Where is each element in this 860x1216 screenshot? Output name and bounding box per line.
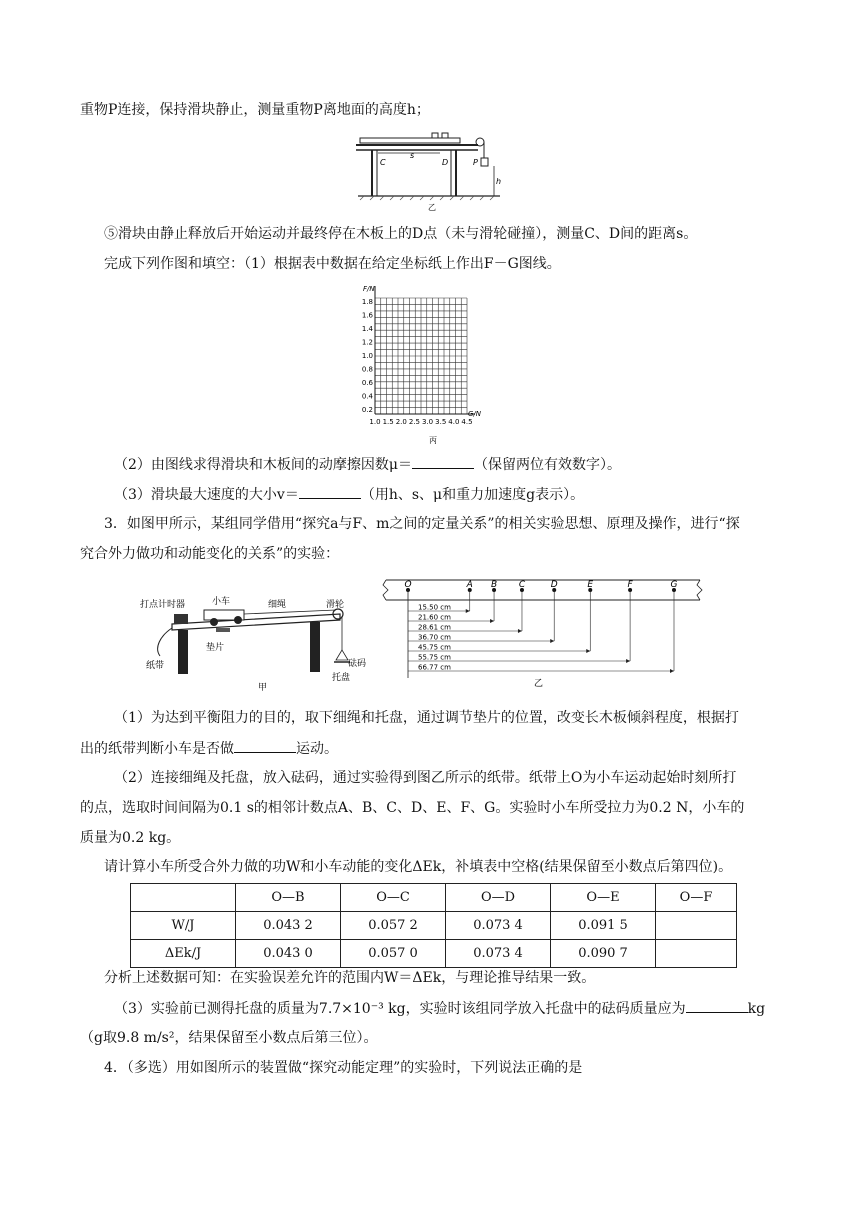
label-p: P [473, 158, 478, 167]
grid-xtick-label: 3.0 [422, 418, 434, 426]
tape-distance-label: 66.77 cm [418, 663, 451, 672]
grid-xtick-label: 2.0 [395, 418, 407, 426]
text-line-1: 重物P连接，保持滑块静止，测量重物P离地面的高度h； [80, 102, 430, 118]
grid-ytick-label: 1.2 [361, 338, 373, 347]
question-2-line [114, 454, 621, 475]
grid-xlabel: G/N [468, 410, 482, 418]
apparatus-figure-jia [140, 592, 380, 692]
q2-prefix: （2）由图线求得滑块和木板间的动摩擦因数μ＝ [114, 457, 413, 473]
table-header-row [131, 884, 737, 912]
figure-caption-yi: 乙 [428, 203, 436, 212]
answer-blank-v[interactable] [299, 484, 361, 499]
step-1-line-1: （1）为达到平衡阻力的目的，取下细绳和托盘，通过调节垫片的位置，改变长木板倾斜程度，根据打 [114, 710, 739, 726]
step-2-line-4: 请计算小车所受合外力做的功W和小车动能的变化ΔEk，补填表中空格(结果保留至小数点后第四位)。 [104, 859, 733, 875]
table-header-cell: O—B [236, 884, 341, 912]
tape-dim-arrow [490, 619, 494, 623]
table-header-cell: O—C [341, 884, 446, 912]
tape-distance-label: 21.60 cm [418, 613, 451, 622]
table-row [131, 912, 737, 940]
grid-ytick-label: 0.6 [361, 379, 373, 387]
problem-3-line-2: 究合外力做功和动能变化的关系”的实验： [80, 546, 340, 562]
grid-ytick-label: 1.0 [361, 352, 373, 360]
grid-ylabel: F/N [363, 285, 375, 293]
grid-xtick-label: 1.0 [369, 418, 381, 426]
tape-figure [382, 574, 706, 690]
tape-distance-label: 55.75 cm [418, 653, 451, 662]
tape-point-label: B [490, 580, 498, 590]
grid-xtick-label: 2.5 [408, 418, 420, 426]
table-header-cell: O—E [551, 884, 656, 912]
grid-ytick-label: 0.2 [361, 406, 373, 414]
table-row [131, 940, 737, 968]
label-pulley: 滑轮 [326, 600, 345, 610]
grid-ytick-label: 1.4 [361, 325, 373, 333]
table-header-cell [131, 884, 236, 912]
text-line-2: ⑤滑块由静止释放后开始运动并最终停在木板上的D点（未与滑轮碰撞），测量C、D间的距离s。 [104, 226, 698, 242]
table-cell: 0.057 2 [341, 912, 446, 940]
s3-suffix: kg [747, 1001, 766, 1017]
tape-point-label: O [404, 580, 412, 590]
grid-ytick-label: 0.4 [361, 392, 373, 401]
step-2-line-2: 的点，选取时间间隔为0.1 s的相邻计数点A、B、C、D、E、F、G。实验时小车所受拉力为0.2 N，小车的 [80, 800, 745, 816]
label-d: D [442, 158, 449, 167]
step-3-line-1 [114, 998, 765, 1019]
tape-dim-arrow [550, 639, 554, 643]
question-3-line [114, 484, 584, 505]
label-timer: 打点计时器 [140, 600, 186, 610]
table-cell: 0.091 5 [551, 912, 656, 940]
s1-suffix: 运动。 [296, 741, 338, 757]
q3-suffix: （用h、s、μ和重力加速度g表示）。 [360, 487, 585, 503]
label-h: h [496, 177, 502, 186]
tape-point-label: C [518, 580, 526, 590]
tape-distance-label: 45.75 cm [418, 643, 451, 652]
label-rope: 细绳 [268, 600, 287, 610]
grid-chart [345, 282, 495, 446]
tape-caption: 乙 [534, 679, 544, 689]
tape-distance-label: 36.70 cm [418, 633, 451, 642]
table-header-cell: O—D [446, 884, 551, 912]
label-s: s [410, 151, 415, 160]
problem-4-line: 4．（多选）用如图所示的装置做“探究动能定理”的实验时，下列说法正确的是 [104, 1060, 583, 1076]
grid-xtick-label: 3.5 [435, 418, 447, 426]
tape-distance-label: 15.50 cm [418, 603, 451, 612]
step-2-line-1: （2）连接细绳及托盘，放入砝码，通过实验得到图乙所示的纸带。纸带上O为小车运动起始时刻所打 [114, 770, 737, 786]
label-cart: 小车 [212, 597, 231, 607]
grid-xtick-label: 1.5 [382, 418, 394, 426]
tape-dim-arrow [518, 629, 522, 633]
label-pad: 垫片 [206, 643, 225, 653]
grid-xtick-label: 4.0 [448, 418, 460, 426]
tape-dim-arrow [466, 609, 470, 613]
step-2-line-3: 质量为0.2 kg。 [80, 830, 181, 846]
tape-dim-arrow [626, 659, 630, 663]
table-cell: 0.090 7 [551, 940, 656, 968]
label-tape: 纸带 [146, 661, 165, 671]
s1-prefix: 出的纸带判断小车是否做 [80, 741, 234, 757]
tape-dim-arrow [586, 649, 590, 653]
tape-dim-arrow [670, 669, 674, 673]
answer-blank-motion[interactable] [234, 738, 296, 753]
tape-point-label: F [627, 580, 633, 590]
table-row-label: W/J [131, 912, 236, 940]
apparatus-figure-yi [350, 128, 510, 212]
tape-point-label: G [670, 580, 678, 590]
tape-point-label: E [587, 580, 594, 590]
q3-prefix: （3）滑块最大速度的大小v＝ [114, 487, 299, 503]
table-cell-blank[interactable] [656, 912, 737, 940]
answer-blank-mass[interactable] [686, 998, 748, 1013]
step-3-line-2: （g取9.8 m/s²，结果保留至小数点后第三位）。 [80, 1030, 378, 1046]
table-row-label: ΔEk/J [131, 940, 236, 968]
label-weights: 砝码 [348, 659, 367, 669]
step-1-line-2 [80, 738, 338, 759]
table-cell: 0.043 0 [236, 940, 341, 968]
answer-blank-mu[interactable] [412, 454, 474, 469]
tape-distance-label: 28.61 cm [418, 623, 451, 632]
figure-caption-jia: 甲 [258, 683, 268, 692]
table-cell: 0.043 2 [236, 912, 341, 940]
label-c: C [380, 158, 386, 167]
work-energy-table [130, 883, 737, 968]
grid-ytick-label: 1.6 [361, 311, 373, 320]
s3-prefix: （3）实验前已测得托盘的质量为7.7×10⁻³ kg，实验时该组同学放入托盘中的砝码质量应为 [114, 1001, 686, 1017]
table-cell-blank[interactable] [656, 940, 737, 968]
grid-caption: 丙 [429, 436, 437, 445]
q2-suffix: （保留两位有效数字）。 [474, 457, 622, 473]
tape-point-label: A [466, 580, 473, 590]
analysis-line: 分析上述数据可知：在实验误差允许的范围内W＝ΔEk，与理论推导结果一致。 [104, 970, 596, 986]
grid-ytick-label: 1.8 [361, 298, 373, 306]
text-line-3: 完成下列作图和填空：（1）根据表中数据在给定坐标纸上作出F－G图线。 [104, 256, 561, 272]
table-cell: 0.057 0 [341, 940, 446, 968]
table-cell: 0.073 4 [446, 940, 551, 968]
label-tray: 托盘 [332, 673, 351, 683]
tape-point-label: D [550, 580, 558, 590]
table-cell: 0.073 4 [446, 912, 551, 940]
grid-xtick-label: 4.5 [461, 418, 473, 426]
table-header-cell: O—F [656, 884, 737, 912]
problem-3-line-1: 3．如图甲所示，某组同学借用“探究a与F、m之间的定量关系”的相关实验思想、原理及操作，进行“探 [104, 516, 740, 532]
grid-ytick-label: 0.8 [361, 365, 373, 374]
